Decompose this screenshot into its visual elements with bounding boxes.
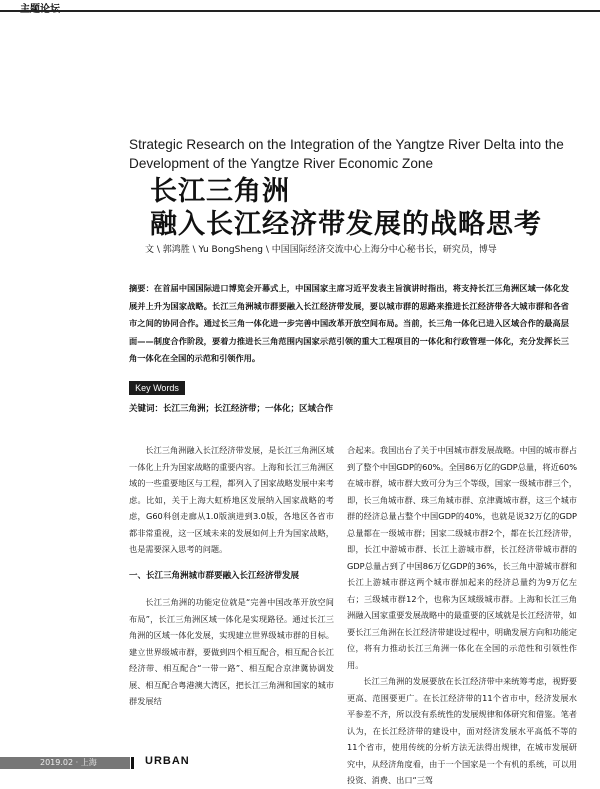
chinese-title bbox=[150, 175, 542, 241]
body-paragraph: 长江三角洲的功能定位就是“完善中国改革开放空间布局”，长江三角洲区域一体化是实现路径。通过长江三角洲的区域一体化发展，实现建立世界级城市群的目标。建立世界级城市群，要做到四个相互配合，相互配合长江经济带、相互配合“一带一路”、相互配合京津冀协调发展、相互配合粤港澳大湾区，把长江三角洲和国家的城市群发展结 bbox=[129, 597, 334, 706]
body-column-right bbox=[347, 442, 577, 789]
keywords: 关键词：长江三角洲；长江经济带；一体化；区域合作 bbox=[129, 404, 334, 414]
footer-mark bbox=[131, 757, 134, 769]
header-divider bbox=[0, 10, 600, 12]
body-column-left bbox=[129, 442, 334, 710]
footer-brand: URBAN bbox=[145, 755, 190, 767]
english-title: Strategic Research on the Integration of the Yangtze River Delta into the Development of the Yangtze River Economic Zone bbox=[129, 137, 564, 171]
body-paragraph: 长江三角洲融入长江经济带发展，是长江三角洲区域一体化上升为国家战略的重要内容。上海和长江三角洲区域的一些重要地区与工程，都列入了国家战略发展中来考虑。比如，关于上海大虹桥地区发展纳入国家战略的考虑，G60科创走廊从1.0版演进到3.0版，各地区各省市都非常重视，这一区域未来的发展如何上升为国家战略，也是需要深入思考的问题。 bbox=[129, 445, 334, 554]
abstract: 摘要：在首届中国国际进口博览会开幕式上，中国国家主席习近平发表主旨演讲时指出，将支持长江三角洲区域一体化发展并上升为国家战略。长江三角洲城市群要融入长江经济带发展，要以城市群的思路来推进长江经济带各大城市群和各省市之间的协同合作。通过长三角一体化进一步完善中国改革开放空间布局。当前，长三角一体化已进入区域合作的最高层面——制度合作阶段，要着力推进长三角范围内国家示范引领的重大工程项目的一体化和行政管理一体化，充分发挥长三角一体化在全国的示范和引领作用。 bbox=[129, 283, 569, 363]
chinese-title-line2: 融入长江经济带发展的战略思考 bbox=[150, 209, 542, 240]
body-paragraph: 合起来。我国出台了关于中国城市群发展战略。中国的城市群占到了整个中国GDP的60%。全国86万亿的GDP总量，将近60%在城市群，城市群大致可分为三个等级，国家一级城市群三个，即，长三角城市群、珠三角城市群、京津冀城市群，这三个城市群的经济总量占整个中国GDP的40%，也就是说32万亿的GDP总量都在一级城市群；国家二级城市群2个，都在长江经济带，即，长江中游城市群、长江上游城市群，长江经济带城市群的GDP总量占到了中国86万亿GDP的36%，长三角中游城市群和长江上游城市群这两个城市群加起来的经济总量约为9万亿左右；三级城市群12个，也称为区域级城市群。上海和长江三角洲融入国家重要发展战略中的最重要的区域就是长江经济带，如要长江三角洲在长江经济带建设过程中，明确发展方向和功能定位，将有力推动长江三角洲一体化在全国的示范性和引领性作用。 bbox=[347, 445, 577, 670]
section-heading: 一、长江三角洲城市群要融入长江经济带发展 bbox=[129, 570, 300, 581]
body-paragraph: 长江三角洲的发展要放在长江经济带中来统筹考虑，视野要更高、范围要更广。在长江经济带的11个省市中，经济发展水平参差不齐，所以没有系统性的发展规律和体研究和借鉴。笔者认为，在长江经济带的建设中，面对经济发展水平高低不等的11个省市，使用传统的分析方法无法得出规律，在城市发展研究中，从经济角度看，由于一个国家是一个有机的系统，可以用投资、消费、出口“三驾 bbox=[347, 676, 577, 785]
section-tag bbox=[20, 0, 60, 15]
author-byline: 文 \ 郭鸿胜 \ Yu BongSheng \ 中国国际经济交流中心上海分中心秘书长，研究员，博导 bbox=[145, 245, 497, 255]
keywords-badge: Key Words bbox=[129, 381, 185, 395]
chinese-title-line1: 长江三角洲 bbox=[150, 176, 290, 207]
footer-issue: 2019.02 · 上海 bbox=[0, 757, 130, 769]
